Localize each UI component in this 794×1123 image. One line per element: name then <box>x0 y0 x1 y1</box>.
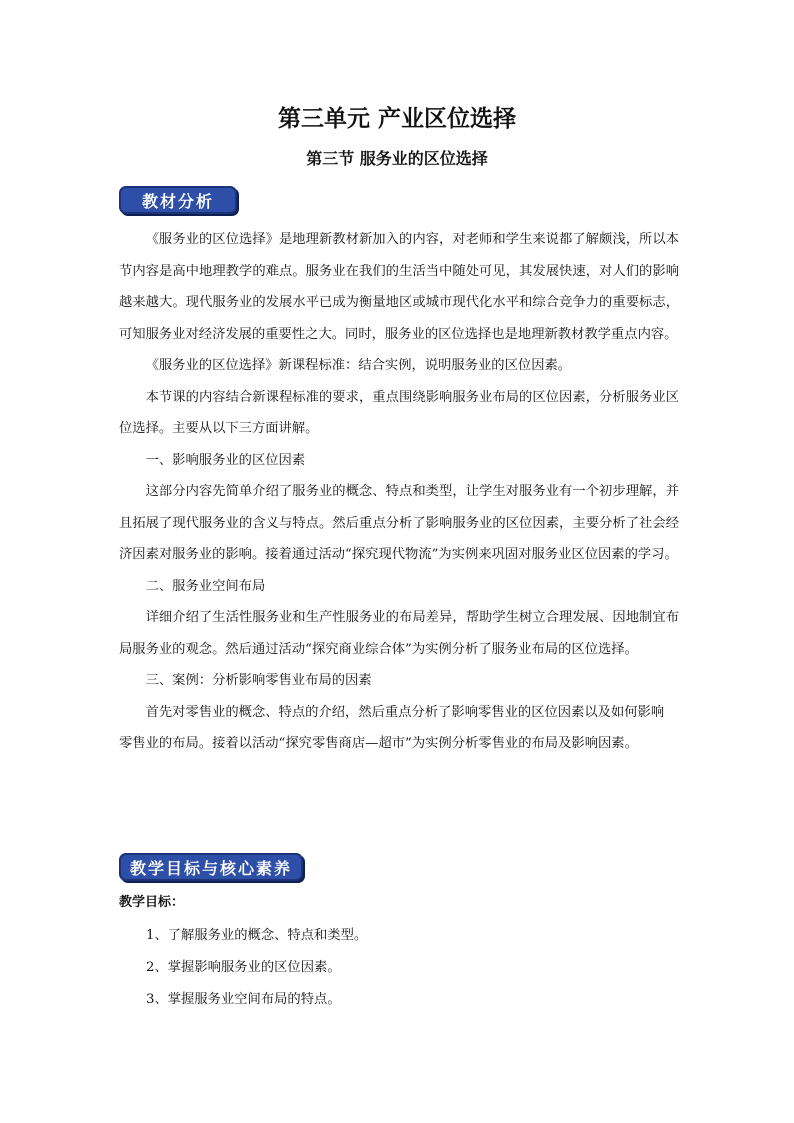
goals-label: 教学目标： <box>119 895 185 910</box>
analysis-section-banner: 教材分析 <box>119 186 237 214</box>
goals-list <box>146 920 367 1016</box>
analysis-paragraph: 这部分内容先简单介绍了服务业的概念、特点和类型，让学生对服务业有一个初步理解，并且拓展了现代服务业的含义与特点。然后重点分析了影响服务业的区位因素，主要分析了社会经济因素对服务业的影响。接着通过活动“探究现代物流”为实例来巩固对服务业区位因素的学习。 <box>119 484 679 562</box>
analysis-heading: 二、服务业空间布局 <box>145 578 266 594</box>
analysis-heading: 三、案例：分析影响零售业布局的因素 <box>145 673 372 688</box>
goal-item: 3、掌握服务业空间布局的特点。 <box>146 992 341 1007</box>
goal-item: 2、掌握影响服务业的区位因素。 <box>146 960 341 975</box>
analysis-paragraph: 首先对零售业的概念、特点的介绍，然后重点分析了影响零售业的区位因素以及如何影响 <box>145 704 665 720</box>
analysis-paragraph: 详细介绍了生活性服务业和生产性服务业的布局差异，帮助学生树立合理发展、因地制宜布局服务业的观念。然后通过活动“探究商业综合体”为实例分析了服务业布局的区位选择。 <box>119 610 679 657</box>
analysis-paragraph: 《服务业的区位选择》是地理新教材新加入的内容，对老师和学生来说都了解颇浅，所以本节内容是高中地理教学的难点。服务业在我们的生活当中随处可见，其发展快速，对人们的影响越来越大。现代服务业的发展水平已成为衡量地区或城市现代化水平和综合竞争力的重要标志，可知服务业对经济发展的重要性之大。同时，服务业的区位选择也是地理新教材教学重点内容。 <box>119 232 679 342</box>
goals-section-banner: 教学目标与核心素养 <box>119 853 303 881</box>
analysis-body <box>119 224 679 760</box>
analysis-paragraph: 零售业的布局。接着以活动“探究零售商店—超市”为实例分析零售业的布局及影响因素。 <box>119 736 638 751</box>
page-title: 第三单元 产业区位选择 <box>277 106 516 132</box>
page-subtitle: 第三节 服务业的区位选择 <box>306 149 488 168</box>
goal-item: 1、了解服务业的概念、特点和类型。 <box>146 928 368 943</box>
analysis-paragraph: 本节课的内容结合新课程标准的要求，重点围绕影响服务业布局的区位因素，分析服务业区位选择。主要从以下三方面讲解。 <box>119 389 679 436</box>
analysis-paragraph: 《服务业的区位选择》新课程标准：结合实例，说明服务业的区位因素。 <box>145 358 572 373</box>
analysis-heading: 一、影响服务业的区位因素 <box>145 452 306 468</box>
